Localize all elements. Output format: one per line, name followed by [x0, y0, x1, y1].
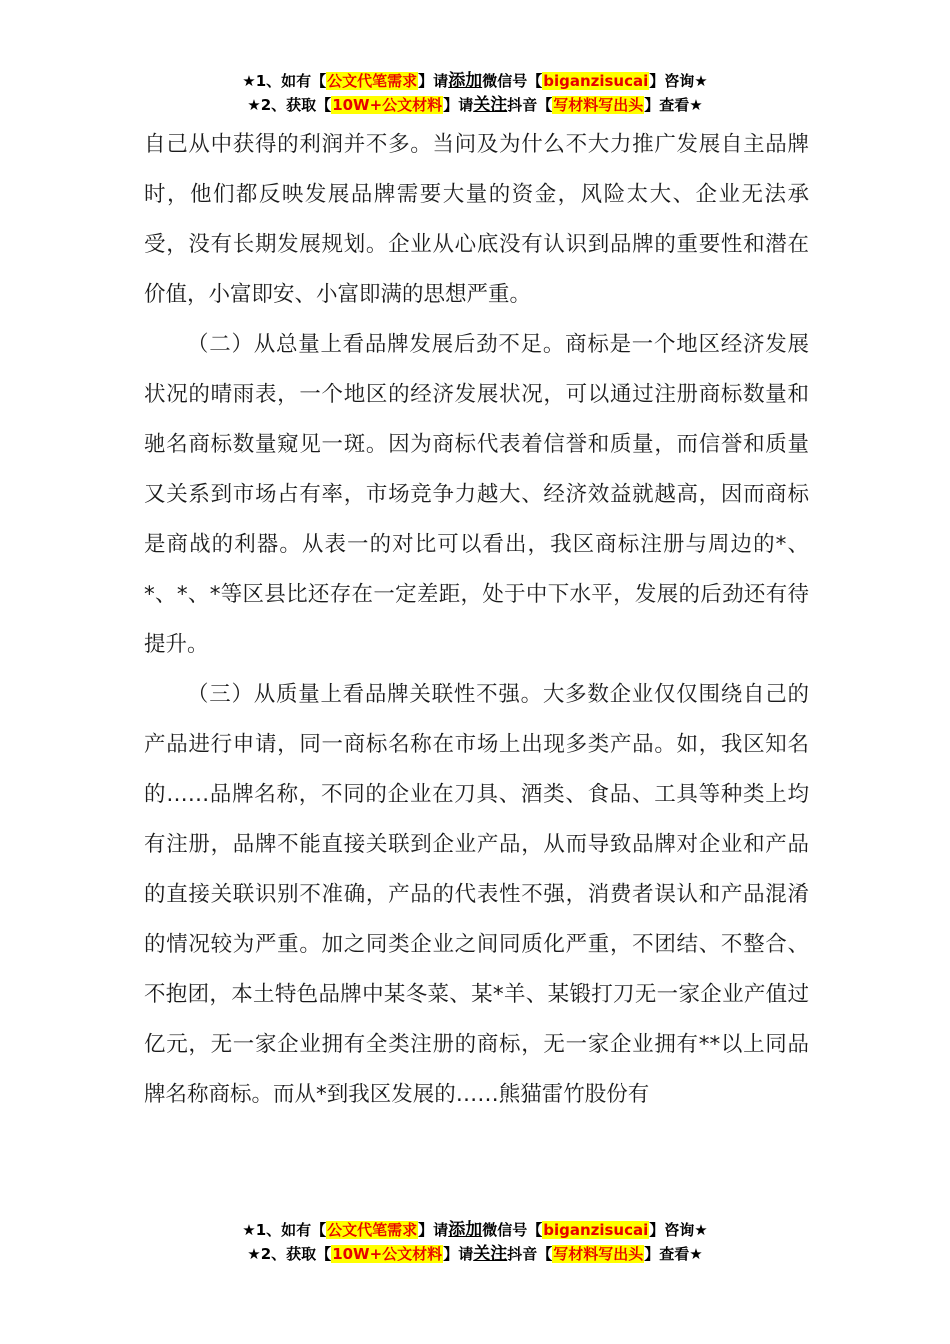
banner-text: 抖音【 [507, 1245, 553, 1263]
banner-underline-add: 添加 [448, 71, 483, 91]
banner-text: 】查看★ [644, 96, 703, 114]
banner-highlight-materials: 10W+公文材料 [332, 96, 443, 114]
banner-text: 】咨询★ [649, 1221, 708, 1239]
banner-text: ★2、获取【 [247, 1245, 332, 1263]
banner-line-1 [0, 1218, 950, 1242]
banner-highlight-service: 公文代笔需求 [327, 72, 418, 90]
banner-underline-add: 添加 [448, 1220, 483, 1240]
paragraph-section-2: （二）从总量上看品牌发展后劲不足。商标是一个地区经济发展状况的晴雨表，一个地区的经济发展状况，可以通过注册商标数量和驰名商标数量窥见一斑。因为商标代表着信誉和质量，而信誉和质量又关系到市场占有率，市场竞争力越大、经济效益就越高，因而商标是商战的利器。从表一的对比可以看出，我区商标注册与周边的*、*、*、*等区县比还存在一定差距，处于中下水平，发展的后劲还有待提升。 [144, 332, 809, 657]
banner-text: ★1、如有【 [242, 1221, 327, 1239]
banner-text: 】请 [443, 96, 474, 114]
banner-text: 】请 [443, 1245, 474, 1263]
banner-underline-follow: 关注 [473, 95, 508, 115]
paragraph-section-3: （三）从质量上看品牌关联性不强。大多数企业仅仅围绕自己的产品进行申请，同一商标名称在市场上出现多类产品。如，我区知名的……品牌名称，不同的企业在刀具、酒类、食品、工具等种类上均有注册，品牌不能直接关联到企业产品，从而导致品牌对企业和产品的直接关联识别不准确，产品的代表性不强，消费者误认和产品混淆的情况较为严重。加之同类企业之间同质化严重，不团结、不整合、不抱团，本土特色品牌中某冬菜、某*羊、某锻打刀无一家企业产值过亿元，无一家企业拥有全类注册的商标，无一家企业拥有**以上同品牌名称商标。而从*到我区发展的……熊猫雷竹股份有 [144, 682, 809, 1107]
footer-banner [0, 1218, 950, 1266]
banner-line-1 [0, 69, 950, 93]
banner-text: 】请 [418, 1221, 449, 1239]
header-banner [0, 69, 950, 117]
banner-text: 】请 [418, 72, 449, 90]
banner-underline-follow: 关注 [473, 1244, 508, 1264]
banner-text: 微信号【 [482, 1221, 543, 1239]
banner-highlight-service: 公文代笔需求 [327, 1221, 418, 1239]
document-body [144, 120, 809, 1120]
banner-text: ★2、获取【 [247, 96, 332, 114]
banner-line-2 [0, 93, 950, 117]
paragraph-continuation: 自己从中获得的利润并不多。当问及为什么不大力推广发展自主品牌时，他们都反映发展品牌需要大量的资金，风险太大、企业无法承受，没有长期发展规划。企业从心底没有认识到品牌的重要性和潜在价值，小富即安、小富即满的思想严重。 [144, 132, 809, 307]
banner-highlight-wechat-id: biganzisucai [543, 1221, 649, 1239]
banner-highlight-douyin-account: 写材料写出头 [553, 1245, 644, 1263]
banner-text: 微信号【 [482, 72, 543, 90]
banner-highlight-materials: 10W+公文材料 [332, 1245, 443, 1263]
banner-text: 】咨询★ [649, 72, 708, 90]
banner-text: ★1、如有【 [242, 72, 327, 90]
banner-highlight-douyin-account: 写材料写出头 [553, 96, 644, 114]
banner-text: 】查看★ [644, 1245, 703, 1263]
banner-highlight-wechat-id: biganzisucai [543, 72, 649, 90]
banner-line-2 [0, 1242, 950, 1266]
banner-text: 抖音【 [507, 96, 553, 114]
